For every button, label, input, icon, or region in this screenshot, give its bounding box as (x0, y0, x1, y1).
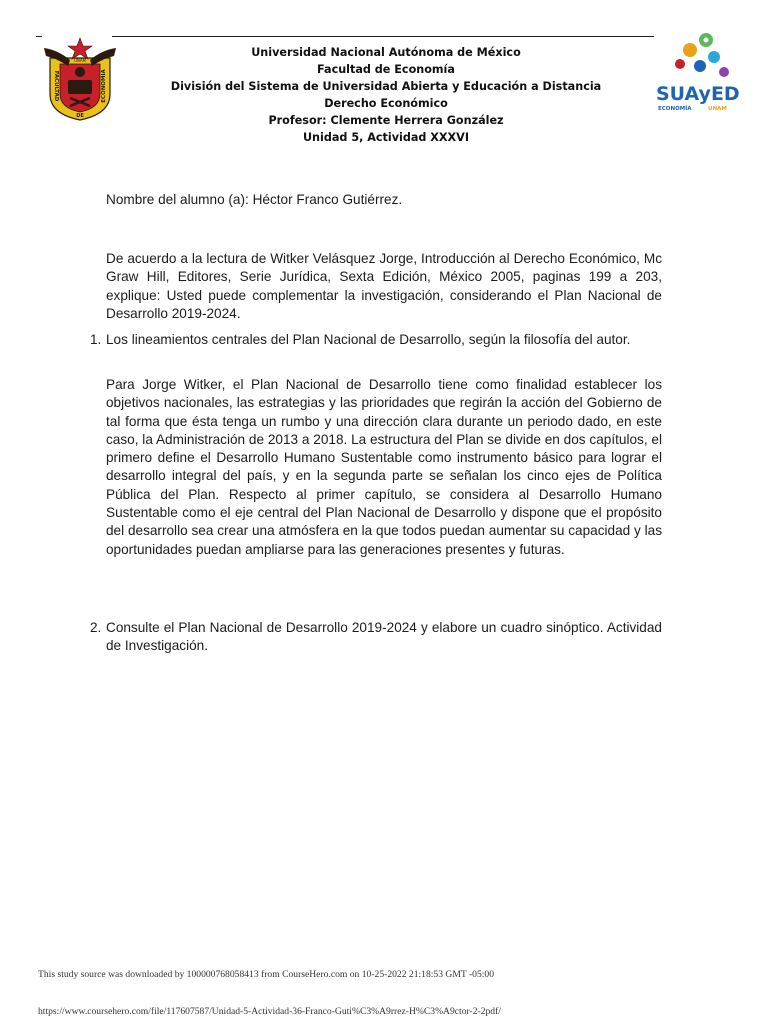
question-1-number: 1. (90, 332, 102, 347)
question-2-number: 2. (90, 620, 102, 635)
header-course: Derecho Económico (324, 97, 448, 110)
header-rule (112, 36, 654, 37)
answer-1-paragraph: Para Jorge Witker, el Plan Nacional de Desarrollo tiene como finalidad establecer los objetivos nacionales, las estrategias y las prioridades que regirán la acción del Gobierno de tal forma que ésta tenga un rumbo y una dirección clara durante un periodo dado, en este caso, la Administración de 2013 a 2018. La estructura del Plan se divide en dos capítulos, el primero define el Desarrollo Humano Sustentable como instrumento básico para lograr el desarrollo integral del país, y en la segunda parte se señalan los cinco ejes de Política Pública del Plan. Respecto al primer capítulo, se considera al Desarrollo Humano Sustentable como el eje central del Plan Nacional de Desarrollo y dispone que el propósito del desarrollo sea crear una atmósfera en la que todos puedan aumentar su capacidad y las oportunidades puedan ampliarse para las generaciones presentes y futuras. (106, 377, 662, 557)
computer-icon (694, 60, 706, 72)
logo-left-bottom: DE (76, 113, 84, 119)
clock-icon (675, 59, 685, 69)
header-professor: Profesor: Clemente Herrera González (268, 114, 504, 127)
logo-left-top-text: UNAM (73, 58, 87, 63)
document-header (120, 44, 652, 146)
question-2 (90, 619, 662, 656)
header-university: Universidad Nacional Autónoma de México (251, 46, 521, 59)
suayed-logo (652, 30, 742, 120)
chat-icon (719, 67, 729, 77)
download-notice: This study source was downloaded by 100000768058413 from CourseHero.com on 10-25-2022 21:18:53 GMT -05:00 (38, 969, 495, 980)
suayed-wordmark: SUAyED (656, 83, 740, 105)
logo-left-side-left: FACULTAD (53, 70, 59, 102)
question-1 (90, 331, 662, 349)
logo-left-side-right: ECONOMIA (101, 69, 107, 103)
suayed-sub-right: UNAM (708, 106, 727, 112)
question-1-text: Los lineamientos centrales del Plan Nacional de Desarrollo, según la filosofía del autor. (106, 332, 631, 347)
source-url[interactable]: https://www.coursehero.com/file/117607587/Unidad-5-Actividad-36-Franco-Guti%C3%A9rrez-H%C3%A9ctor-2-2pdf/ (38, 1006, 501, 1017)
suayed-sub-left: ECONOMÍA (658, 106, 692, 112)
person-icon (683, 43, 697, 57)
intro-paragraph: De acuerdo a la lectura de Witker Velásquez Jorge, Introducción al Derecho Económico, Mc Graw Hill, Editores, Serie Jurídica, Sexta Edición, México 2005, paginas 199 a 203, explique: Usted puede complementar la investigación, considerando el Plan Nacional de Desarrollo 2019-2024. (106, 251, 662, 321)
facultad-economia-logo (40, 36, 120, 122)
header-faculty: Facultad de Economía (317, 63, 455, 76)
header-division: División del Sistema de Universidad Abierta y Educación a Distancia (170, 80, 602, 93)
question-2-text: Consulte el Plan Nacional de Desarrollo 2019-2024 y elabore un cuadro sinóptico. Actividad de Investigación. (106, 620, 662, 654)
globe-icon (708, 51, 720, 63)
student-name-line: Nombre del alumno (a): Héctor Franco Gutiérrez. (106, 192, 403, 207)
header-unit: Unidad 5, Actividad XXXVI (302, 131, 470, 144)
